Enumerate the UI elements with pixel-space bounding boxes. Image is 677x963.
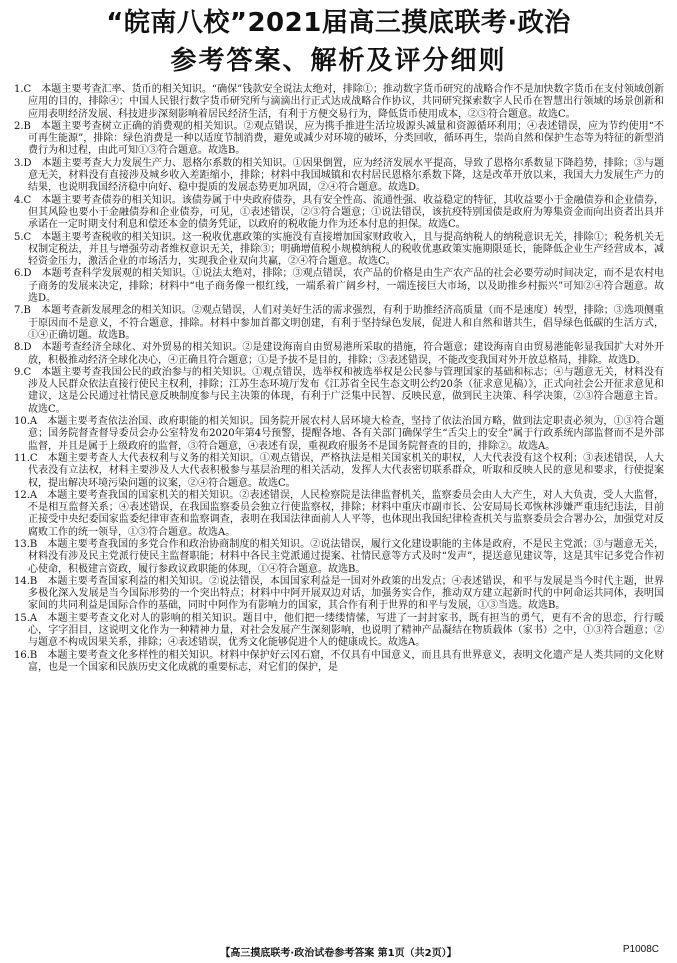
answer-list [14,84,664,674]
answer-explanation: 本题主要考查税收的相关知识。这一税收优惠政策的实施没有直接增加国家财政收入，且与提高纳税人的纳税意识无关，排除①；税务机关无权制定税法，并且与增强劳动者维权意识无关，排除③；明确增值税小规模纳税人的税收优惠政策实施期限延长，能降低企业生产经营成本，减轻资金压力，激活企业的市场活力，实现我企业双向共赢，②④符合题意。故选C。 [28,231,664,268]
answer-item [14,539,664,576]
answer-number: 4.C [14,194,32,206]
answer-number: 3.D [14,157,32,169]
answer-explanation: 本题主要考查汇率、货币的相关知识。“确保”钱款安全说法太绝对，排除①；推动数字货币研究的战略合作不是加快数字货币在支付领域创新应用的目的，排除④；中国人民银行数字货币研究所与滴滴出行正式达成战略合作协议，共同研究探索数字人民币在智慧出行领域的场景创新和应用表明经济发展、科技进步深刻影响着居民经济生活，有利于方便交易行为，降低货币使用成本，②③符合题意。故选C。 [28,84,664,120]
answer-item [14,342,664,367]
answer-explanation: 本题主要考查人大代表权利与义务的相关知识。①观点错误，严格执法是相关国家机关的职权，人大代表没有这个权利；③表述错误，人大代表没有立法权，材料主要涉及人大代表积极参与基层治理的相关活动，发挥人大代表密切联系群众，听取和反映人民的意见和要求，行使提案权，提出解决环境污染问题的议案，②④符合题意。故选C。 [28,452,664,489]
page-subtitle: 参考答案、解析及评分细则 [170,46,507,76]
answer-explanation: 本题主要考查债券的相关知识。该债券属于中央政府债券，具有安全性高、流通性强、收益稳定的特征，其收益要小于金融债券和企业债券，但其风险也要小于金融债券和企业债券，可见，①表述错误，②③符合题意；①说法错误，该抗疫特别国债是政府为筹集资金而向出资者出具并承诺在一定时期支付利息和偿还本金的债务凭证，以政府的税收能力作为还本付息的担保。故选C。 [28,194,664,231]
answer-item [14,158,664,195]
answer-item [14,453,664,490]
answer-explanation: 本题主要考查我国的多党合作和政治协商制度的相关知识。②说法错误，履行文化建设职能的主体是政府，不是民主党派；③与题意无关，材料没有涉及民主党派行使民主监督职能；材料中各民主党派通过提案、社情民意等方式及时“发声”，提送意见建议等，这是其牢记多党合作初心使命，积极建言资政，履行参政议政职能的体现，①④符合题意。故选B。 [28,538,664,575]
answer-explanation: 本题主要考查树立正确的消费观的相关知识。②观点错误，应为携手推进生活垃圾源头减量和资源循环利用；④表述错误，应为节约使用“不可再生能源”，排除：绿色消费是一种以适度节制消费，避免或减少对环境的破坏，分类回收，循环再生，崇尚自然和保护生态等为特征的新型消费行为和过程，由此可知①③符合题意。故选B。 [28,120,664,157]
answer-number: 12.A [14,489,38,501]
answer-number: 5.C [14,231,32,243]
answer-explanation: 本题主要考查文化对人的影响的相关知识。题目中，他们把一缕缕情愫，写进了一封封家书，既有担当的勇气，更有不舍的思恋，行行暖心，字字泪目，这说明文化作为一种精神力量，对社会发展产生深刻影响，也说明了精神产品凝结在物质载体（家书）之中，①③符合题意；②与题意不构成因果关系，排除；④表述错误，优秀文化能够促进个人的健康成长。故选A。 [28,612,664,649]
footer-page-info: 【高三摸底联考·政治试卷参考答案 第1页（共2页）】 [220,948,457,959]
answer-item [14,232,664,269]
answer-number: 11.C [14,452,38,464]
answer-item [14,367,664,416]
answer-item [14,268,664,305]
answer-number: 2.B [14,120,31,132]
answer-item [14,613,664,650]
answer-number: 8.D [14,342,32,354]
footer-exam-code: P1008C [622,944,659,955]
answer-explanation: 本题主要考查大力发展生产力、恩格尔系数的相关知识。①因果倒置，应为经济发展水平提高，导致了恩格尔系数显下降趋势，排除；③与题意无关，材料没有直接涉及城乡收入差距缩小，排除；材料中我国城镇和农村居民恩格尔系数下降，这是改革开放以来，我国大力发展生产力的结果，也说明我国经济稳中向好、稳中提质的发展态势更加巩固，②④符合题意。故选D。 [28,157,664,194]
answer-item [14,305,664,342]
answer-number: 9.C [14,366,32,378]
answer-item [14,650,664,675]
answer-number: 15.A [14,612,38,624]
answer-number: 14.B [14,575,38,587]
answer-explanation: 本题主要考查我国的国家机关的相关知识。②表述错误，人民检察院是法律监督机关，监察委员会由人大产生，对人大负责，受人大监督，不是相互监督关系；④表述错误，在我国监察委员会独立行使监察权，排除；材料中重庆市副市长、公安局局长邓恢林涉嫌严重违纪违法，目前正接受中央纪委国家监委纪律审查和监察调查，表明在我国法律面前人人平等，也体现出我国纪律检查机关与监察委员会合署办公，加强党对反腐败工作的统一领导，①③符合题意。故选A。 [28,489,664,538]
answer-number: 1.C [14,84,32,95]
answer-item [14,490,664,539]
answer-explanation: 本题主要考查依法治国、政府职能的相关知识。国务院开展农村人居环境大检查，坚持了依法治国方略，做到法定职责必须为，①③符合题意；国务院督查督导委员会办公室特发布2020年第4号预警，提醒各地、各有关部门确保学生“舌尖上的安全”属于行政系统内部监督而不是外部监督，并且是属于上级政府的监督，③符合题意，④表述有误，重视政府服务不是国务院督查的目的，排除②。故选A。 [28,416,664,452]
answer-explanation: 本题考查新发展理念的相关知识。②观点错误，人们对美好生活的需求强烈，有利于助推经济高质量（而不是速度）转型，排除；③选项侧重于原因而不是意义，不符合题意，排除。材料中参加首都文明创建，有利于坚持绿色发展，促进人和自然和谐共生，倡导绿色低碳的生活方式，①④正确切题。故选B。 [28,305,664,341]
page-footer [0,942,677,958]
answer-item [14,416,664,453]
answer-number: 13.B [14,538,38,550]
answer-item [14,195,664,232]
answer-explanation: 本题考查科学发展观的相关知识。①说法太绝对，排除；③观点错误，农产品的价格是由生产农产品的社会必要劳动时间决定，而不是农村电子商务的发展来决定，排除；材料中“电子商务像一根红线，一端系着广阔乡村，一端连接巨大市场，以及助推乡村振兴”可知②④符合题意。故选D。 [28,268,664,305]
answer-explanation: 本题主要考查我国公民的政治参与的相关知识。①观点错误，选举权和被选举权是公民参与管理国家的基础和标志；④与题意无关，材料没有涉及人民群众依法直接行使民主权利，排除；江苏生态环境厅发布《江苏省全民生态文明公约20条（征求意见稿）》，正式向社会公开征求意见和建议，这是公民通过社情民意反映制度参与民主决策的体现，有利于广泛集中民智、反映民意，做到民主决策、科学决策，②③符合题意主旨。故选C。 [28,366,664,415]
answer-item [14,121,664,158]
answer-number: 6.D [14,268,32,280]
answer-explanation: 本题考查经济全球化、对外贸易的相关知识。②是建设海南自由贸易港所采取的措施，符合题意；建设海南自由贸易港能彰显我国扩大对外开放，积极推动经济全球化决心，④正确且符合题意；①是予拔不是目的，排除；③表述错误，不能改变我国对外开放总格局，排除。故选D。 [28,342,664,366]
answer-item [14,84,664,121]
answer-explanation: 本题主要考查文化多样性的相关知识。材料中保护好云冈石窟，不仅具有中国意义，而且具有世界意义，表明文化遗产是人类共同的文化财富，也是一个国家和民族历史文化成就的重要标志，对它们的保护，是 [28,649,664,673]
answer-explanation: 本题主要考查国家利益的相关知识。②说法错误，本国国家利益是一国对外政策的出发点；④表述错误，和平与发展是当今时代主题，世界多极化深入发展是当今国际形势的一个突出特点；材料中中阿开展双边对话，加强务实合作，推动双方建立起新时代的中阿命运共同体，表明国家间的共同利益是国际合作的基础，同时中阿作为有影响力的国家，其合作有利于世界的和平与发展，①③当选。故选B。 [28,575,664,612]
answer-number: 16.B [14,649,38,661]
answer-number: 10.A [14,416,38,428]
page-title: “皖南八校”2021届高三摸底联考·政治 [106,8,571,38]
answer-number: 7.B [14,305,31,317]
answer-item [14,576,664,613]
